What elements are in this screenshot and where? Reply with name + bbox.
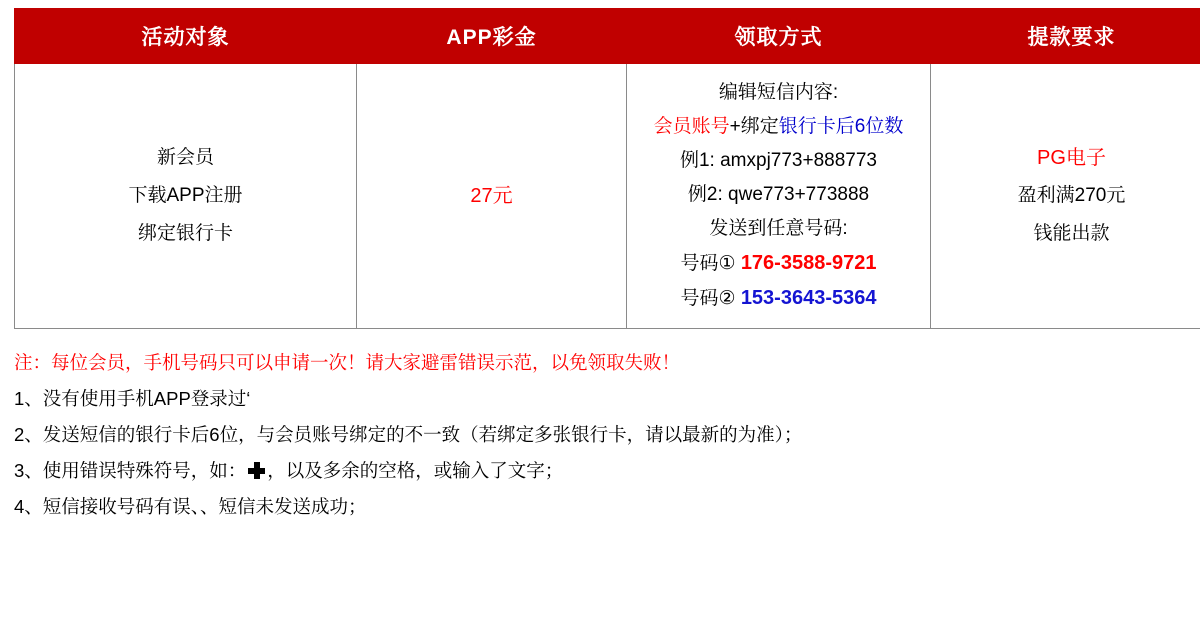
method-phone-row-1 [633, 246, 924, 281]
note-header-label: 注： [14, 352, 52, 373]
table-header [15, 9, 1200, 64]
method-example-1: 例1: amxpj773+888773 [679, 150, 877, 171]
target-line-3: 绑定银行卡 [137, 223, 233, 244]
withdraw-line-2: 钱能出款 [1033, 223, 1110, 244]
method-formula [633, 110, 924, 144]
cell-app-bonus [357, 64, 627, 329]
formula-bankcard: 银行卡后6位数 [778, 116, 904, 137]
withdraw-line-1: 盈利满270元 [1017, 185, 1126, 206]
method-send-to: 发送到任意号码: [709, 218, 848, 239]
notes-section [14, 345, 1174, 525]
note-item-1: 1、没有使用手机APP登录过‘ [14, 388, 251, 409]
formula-account: 会员账号 [653, 116, 730, 137]
phone-1-number: 176-3588-9721 [740, 252, 877, 274]
note-header-text: 每位会员，手机号码只可以申请一次！请大家避雷错误示范，以免领取失败！ [51, 352, 681, 373]
note-item-2: 2、发送短信的银行卡后6位，与会员账号绑定的不一致（若绑定多张银行卡，请以最新的为准）； [14, 424, 803, 445]
header-app-bonus: APP彩金 [357, 9, 627, 64]
phone-2-label: 号码② [680, 288, 736, 309]
method-title: 编辑短信内容: [718, 82, 839, 103]
header-activity-target: 活动对象 [15, 9, 357, 64]
target-line-1: 新会员 [156, 147, 214, 168]
table-header-row [15, 9, 1200, 64]
target-line-2: 下载APP注册 [128, 185, 243, 206]
cell-activity-target [15, 64, 357, 329]
note-item-4: 4、短信接收号码有误、、短信未发送成功； [14, 496, 367, 517]
note-item-3-prefix: 3、使用错误特殊符号，如： [14, 460, 247, 481]
note-item-3 [14, 453, 1174, 489]
method-phone-row-2 [633, 281, 924, 316]
promotion-table [14, 8, 1200, 329]
note-header [14, 345, 1174, 381]
header-claim-method: 领取方式 [627, 9, 931, 64]
plus-symbol-icon [248, 462, 265, 479]
header-withdraw-requirement: 提款要求 [931, 9, 1200, 64]
phone-2-number: 153-3643-5364 [740, 287, 877, 309]
bonus-amount: 27元 [470, 185, 513, 207]
formula-join: +绑定 [729, 116, 779, 137]
cell-claim-method [627, 64, 931, 329]
withdraw-game: PG电子 [1037, 147, 1106, 169]
phone-1-label: 号码① [680, 253, 736, 274]
table-row [15, 64, 1200, 329]
cell-withdraw-requirement [931, 64, 1200, 329]
note-item-3-suffix: ，以及多余的空格，或输入了文字； [267, 460, 564, 481]
method-example-2: 例2: qwe773+773888 [687, 184, 870, 205]
table-body [15, 64, 1200, 329]
